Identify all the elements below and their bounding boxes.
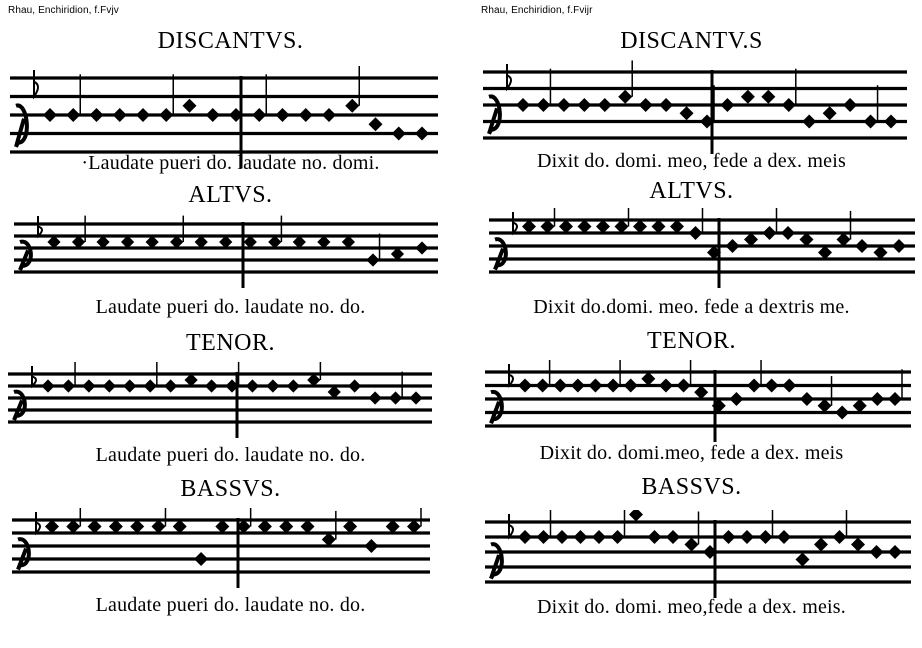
clef-sign bbox=[489, 96, 500, 133]
note-head bbox=[680, 106, 694, 120]
note-head bbox=[874, 246, 888, 260]
note-head bbox=[888, 545, 902, 559]
note-head bbox=[666, 530, 680, 544]
note-head bbox=[194, 552, 208, 566]
note-head bbox=[782, 98, 796, 112]
note-head bbox=[557, 98, 571, 112]
clef-sign bbox=[14, 392, 25, 420]
note-head bbox=[559, 220, 573, 234]
clef-sign bbox=[491, 544, 502, 578]
lyric-line: Dixit do. domi. meo, fede a dex. meis bbox=[536, 150, 846, 172]
music-staff bbox=[485, 360, 911, 444]
note-head bbox=[518, 379, 532, 393]
note-head bbox=[747, 379, 761, 393]
note-head bbox=[843, 98, 857, 112]
note-head bbox=[553, 379, 567, 393]
clef-sign bbox=[20, 242, 31, 270]
note-head bbox=[763, 226, 777, 240]
note-head bbox=[537, 530, 551, 544]
flat-sign bbox=[509, 514, 513, 537]
music-staff bbox=[485, 510, 911, 600]
music-staff bbox=[489, 208, 915, 290]
note-head bbox=[759, 530, 773, 544]
note-head bbox=[82, 379, 95, 392]
note-head bbox=[818, 399, 832, 413]
note-head bbox=[884, 115, 898, 129]
note-head bbox=[648, 530, 662, 544]
note-head bbox=[720, 98, 734, 112]
voice-title: BASSVS. bbox=[641, 474, 742, 500]
note-head bbox=[802, 115, 816, 129]
note-head bbox=[864, 115, 878, 129]
music-staff bbox=[483, 60, 907, 156]
music-staff bbox=[8, 362, 432, 440]
note-head bbox=[159, 108, 173, 122]
note-head bbox=[818, 246, 832, 260]
note-head bbox=[246, 379, 259, 392]
note-head bbox=[536, 379, 550, 393]
note-head bbox=[659, 98, 673, 112]
voice-title: TENOR. bbox=[647, 328, 736, 354]
note-head bbox=[796, 553, 810, 567]
note-head bbox=[144, 379, 157, 392]
voice-title: ALTVS. bbox=[649, 178, 734, 204]
flat-sign bbox=[507, 64, 511, 89]
note-head bbox=[123, 379, 136, 392]
clef-sign bbox=[18, 539, 29, 569]
page-right bbox=[461, 0, 922, 648]
clef-sign bbox=[16, 105, 27, 146]
flat-sign bbox=[509, 364, 513, 386]
lyric-line: ·Laudate pueri do. laudate no. domi. bbox=[81, 152, 380, 174]
note-head bbox=[578, 220, 592, 234]
lyric-line: Laudate pueri do. laudate no. do. bbox=[95, 444, 366, 466]
clef-sign bbox=[495, 239, 506, 269]
note-head bbox=[744, 233, 758, 247]
note-head bbox=[345, 99, 359, 113]
note-head bbox=[183, 99, 197, 113]
note-head bbox=[113, 108, 127, 122]
note-head bbox=[598, 98, 612, 112]
note-head bbox=[814, 538, 828, 552]
note-head bbox=[837, 233, 851, 247]
note-head bbox=[892, 239, 906, 253]
note-head bbox=[577, 98, 591, 112]
note-head bbox=[800, 392, 814, 406]
note-head bbox=[641, 372, 655, 386]
voice-title: BASSVS. bbox=[180, 476, 281, 502]
note-head bbox=[415, 127, 429, 141]
note-head bbox=[833, 530, 847, 544]
lyric-line: Laudate pueri do. laudate no. do. bbox=[95, 296, 366, 318]
note-head bbox=[694, 385, 708, 399]
flat-sign bbox=[32, 366, 36, 386]
note-head bbox=[624, 379, 638, 393]
note-head bbox=[588, 379, 602, 393]
note-head bbox=[596, 220, 610, 234]
note-head bbox=[800, 233, 814, 247]
note-head bbox=[761, 90, 775, 104]
note-head bbox=[266, 379, 279, 392]
lyric-line: Dixit do. domi.meo, fede a dex. meis bbox=[539, 442, 844, 464]
note-head bbox=[541, 220, 555, 234]
voice-title: TENOR. bbox=[186, 330, 275, 356]
note-head bbox=[366, 253, 379, 266]
lyric-line: Dixit do. domi. meo,fede a dex. meis. bbox=[536, 596, 846, 618]
note-head bbox=[409, 391, 422, 404]
folio-caption: Rhau, Enchiridion, f.Fvijr bbox=[481, 5, 593, 16]
note-head bbox=[741, 90, 755, 104]
note-head bbox=[136, 108, 150, 122]
note-head bbox=[555, 530, 569, 544]
note-head bbox=[206, 108, 220, 122]
note-head bbox=[639, 98, 653, 112]
note-head bbox=[415, 241, 428, 254]
note-head bbox=[855, 239, 869, 253]
note-head bbox=[823, 106, 837, 120]
flat-sign bbox=[34, 70, 38, 97]
note-head bbox=[62, 379, 75, 392]
note-head bbox=[853, 399, 867, 413]
note-head bbox=[851, 538, 865, 552]
note-head bbox=[777, 530, 791, 544]
note-head bbox=[606, 379, 620, 393]
voice-title: ALTVS. bbox=[188, 182, 273, 208]
note-head bbox=[870, 392, 884, 406]
note-head bbox=[536, 98, 550, 112]
music-staff bbox=[12, 508, 430, 590]
note-head bbox=[392, 127, 406, 141]
note-head bbox=[888, 392, 902, 406]
note-head bbox=[299, 108, 313, 122]
note-head bbox=[740, 530, 754, 544]
note-head bbox=[870, 545, 884, 559]
note-head bbox=[43, 108, 57, 122]
note-head bbox=[571, 379, 585, 393]
note-head bbox=[765, 379, 779, 393]
flat-sign bbox=[38, 216, 42, 236]
note-head bbox=[518, 530, 532, 544]
note-head bbox=[677, 379, 691, 393]
note-head bbox=[364, 539, 378, 553]
note-head bbox=[726, 239, 740, 253]
note-head bbox=[516, 98, 530, 112]
flat-sign bbox=[36, 512, 40, 533]
note-head bbox=[103, 379, 116, 392]
note-head bbox=[205, 379, 218, 392]
note-head bbox=[287, 379, 300, 392]
note-head bbox=[652, 220, 666, 234]
note-head bbox=[369, 117, 383, 131]
note-head bbox=[611, 530, 625, 544]
lyric-line: Dixit do.domi. meo. fede a dextris me. bbox=[533, 296, 850, 318]
note-head bbox=[782, 379, 796, 393]
lyric-line: Laudate pueri do. laudate no. do. bbox=[95, 594, 366, 616]
note-head bbox=[41, 379, 54, 392]
note-head bbox=[633, 220, 647, 234]
note-head bbox=[276, 108, 290, 122]
note-head bbox=[659, 379, 673, 393]
note-head bbox=[781, 226, 795, 240]
note-head bbox=[369, 391, 382, 404]
music-staff bbox=[14, 212, 438, 290]
voice-title: DISCANTVS. bbox=[157, 28, 304, 54]
note-head bbox=[670, 220, 684, 234]
note-head bbox=[618, 90, 632, 104]
note-head bbox=[574, 530, 588, 544]
note-head bbox=[722, 530, 736, 544]
note-head bbox=[164, 379, 177, 392]
note-head bbox=[689, 226, 703, 240]
note-head bbox=[348, 379, 361, 392]
note-head bbox=[592, 530, 606, 544]
folio-caption: Rhau, Enchiridion, f.Fvjv bbox=[8, 5, 119, 16]
clef-sign bbox=[491, 392, 502, 423]
note-head bbox=[629, 510, 643, 522]
voice-title: DISCANTV.S bbox=[620, 28, 763, 54]
note-head bbox=[90, 108, 104, 122]
note-head bbox=[522, 220, 536, 234]
flat-sign bbox=[513, 212, 517, 233]
note-head bbox=[389, 391, 402, 404]
note-head bbox=[322, 108, 336, 122]
note-head bbox=[615, 220, 629, 234]
note-head bbox=[729, 392, 743, 406]
note-head bbox=[835, 406, 849, 420]
note-head bbox=[252, 108, 266, 122]
note-head bbox=[685, 538, 699, 552]
note-head bbox=[66, 108, 80, 122]
